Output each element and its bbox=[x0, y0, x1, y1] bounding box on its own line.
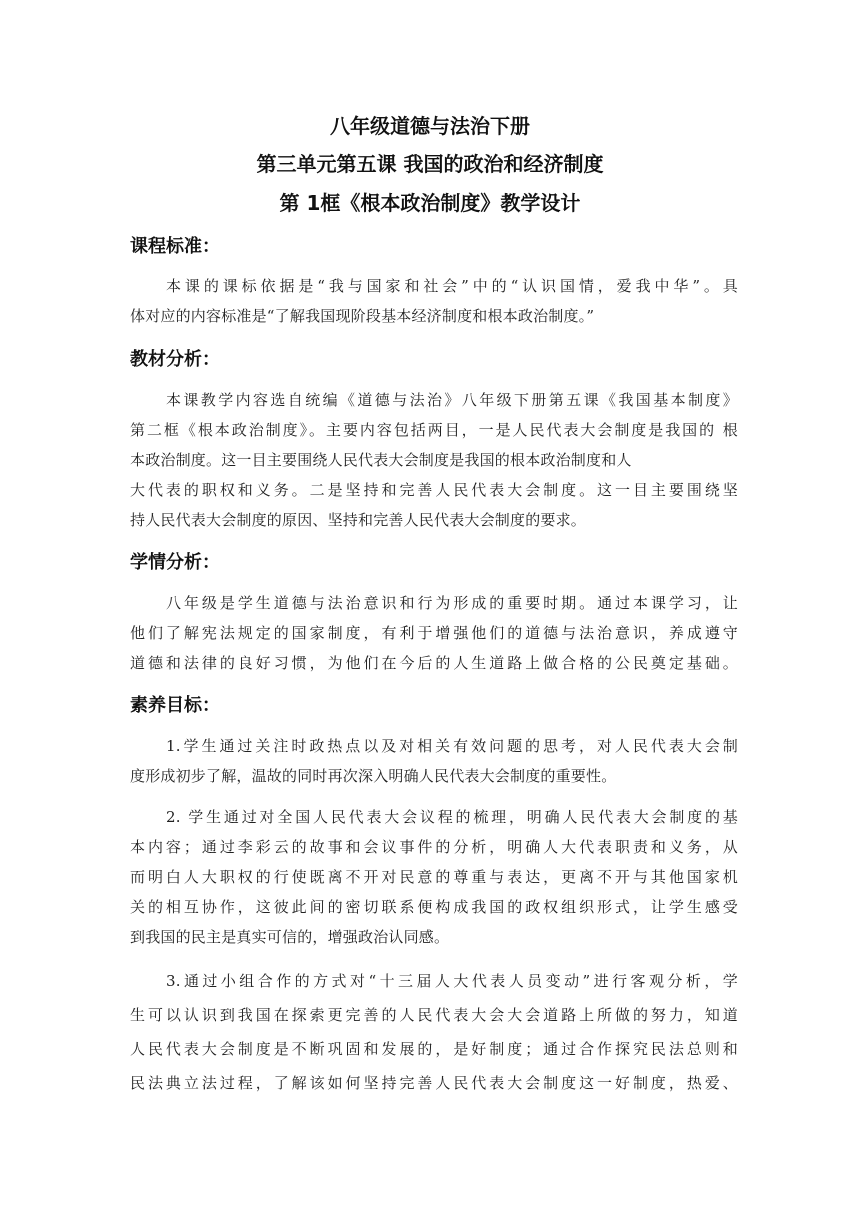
goal-item-3-line: 民法典立法过程，了解该如何坚持完善人民代表大会制度这一好制度，热爱、 bbox=[130, 1074, 738, 1092]
paragraph-line: 持人民代表大会制度的原因、坚持和完善人民代表大会制度的要求。 bbox=[130, 511, 587, 529]
section-heading-goals: 素养目标： bbox=[130, 695, 220, 716]
goal-item-1-line: 1.学生通过关注时政热点以及对相关有效问题的思考，对人民代表大会制 bbox=[166, 737, 738, 755]
goal-item-3-line: 人民代表大会制度是不断巩固和发展的，是好制度；通过合作探究民法总则和 bbox=[130, 1040, 738, 1058]
goal-item-2-line: 本内容；通过李彩云的故事和会议事件的分析，明确人大代表职责和义务，从 bbox=[130, 838, 738, 856]
goal-item-3-line: 生可以认识到我国在探索更完善的人民代表大会大会道路上所做的努力，知道 bbox=[130, 1006, 738, 1024]
section-heading-textbook: 教材分析： bbox=[130, 349, 220, 370]
doc-title-unit: 第三单元第五课 我国的政治和经济制度 bbox=[256, 152, 604, 176]
paragraph-line: 第二框《根本政治制度》。主要内容包括两目，一是人民代表大会制度是我国的 根 bbox=[130, 421, 738, 439]
section-heading-standard: 课程标准： bbox=[130, 236, 220, 257]
goal-item-1-line: 度形成初步了解，温故的同时再次深入明确人民代表大会制度的重要性。 bbox=[130, 767, 617, 785]
paragraph-line: 他们了解宪法规定的国家制度，有利于增强他们的道德与法治意识，养成遵守 bbox=[130, 624, 738, 642]
goal-item-3-line: 3.通过小组合作的方式对“十三届人大代表人员变动”进行客观分析，学 bbox=[166, 972, 738, 990]
paragraph-line: 体对应的内容标准是“了解我国现阶段基本经济制度和根本政治制度。” bbox=[130, 307, 595, 325]
paragraph-line: 道德和法律的良好习惯，为他们在今后的人生道路上做合格的公民奠定基础。 bbox=[130, 654, 738, 672]
goal-item-2-line: 关的相互协作，这彼此间的密切联系便构成我国的政权组织形式，让学生感受 bbox=[130, 898, 738, 916]
doc-title-lesson: 第 1框《根本政治制度》教学设计 bbox=[279, 191, 581, 215]
doc-title-grade: 八年级道德与法治下册 bbox=[330, 114, 530, 138]
paragraph-line: 大代表的职权和义务。二是坚持和完善人民代表大会制度。这一目主要围绕坚 bbox=[130, 481, 738, 499]
paragraph-line: 八年级是学生道德与法治意识和行为形成的重要时期。通过本课学习，让 bbox=[166, 594, 738, 612]
goal-item-2-line: 到我国的民主是真实可信的，增强政治认同感。 bbox=[130, 928, 450, 946]
paragraph-line: 本政治制度。这一目主要围绕人民代表大会制度是我国的根本政治制度和人 bbox=[130, 451, 632, 469]
paragraph-line: 本课的课标依据是“我与国家和社会”中的“认识国情，爱我中华”。具 bbox=[166, 277, 738, 295]
goal-item-2-line: 2. 学生通过对全国人民代表大会议程的梳理，明确人民代表大会制度的基 bbox=[166, 808, 738, 826]
section-heading-students: 学情分析： bbox=[130, 552, 220, 573]
paragraph-line: 本课教学内容选自统编《道德与法治》八年级下册第五课《我国基本制度》 bbox=[166, 391, 738, 409]
goal-item-2-line: 而明白人大职权的行使既离不开对民意的尊重与表达，更离不开与其他国家机 bbox=[130, 868, 738, 886]
